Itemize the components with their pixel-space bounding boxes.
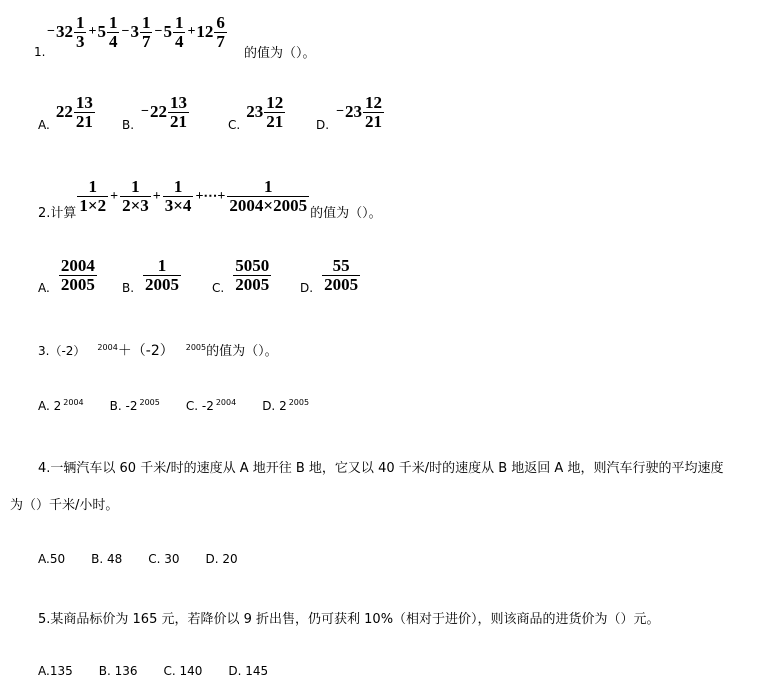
q3-option — [110, 399, 160, 413]
q1-number: 1. — [34, 45, 46, 59]
q3-option-base: 2 — [53, 399, 62, 413]
q2-operator: +⋯+ — [195, 189, 226, 204]
q3-option-base: -2 — [201, 399, 214, 413]
q2-option-fraction-numerator: 5050 — [235, 255, 270, 275]
q1-term-whole: 3 — [130, 22, 139, 42]
q1-term-sign: − — [154, 24, 163, 40]
q3-option-base: 2 — [279, 399, 287, 413]
q2-option-fraction-denominator: 2005 — [324, 274, 359, 294]
q3-option — [38, 399, 84, 413]
q1-term-fraction — [214, 14, 227, 51]
q4-options — [38, 552, 264, 566]
q5-text: 5.某商品标价为 165 元，若降价以 9 折出售，仍可获利 10%（相对于进价），则该商品的进货价为（）元。 — [38, 612, 660, 627]
q2-option-label: C. — [212, 281, 225, 295]
q2-term-fraction — [120, 178, 151, 215]
q2-option-fraction-denominator: 2005 — [60, 274, 95, 294]
q2-term-fraction-numerator: 1 — [131, 177, 140, 197]
q1-term-fraction-denominator: 3 — [75, 31, 85, 51]
q4-option: B. 48 — [91, 552, 123, 566]
q1-option-c — [228, 92, 286, 132]
q3-plus: ＋（-2） — [117, 343, 174, 359]
q1-term-fraction-numerator: 1 — [174, 13, 184, 32]
q1-term-fraction — [140, 14, 153, 51]
q2-option-fraction-numerator: 2004 — [60, 255, 95, 275]
q1-term-whole: 5 — [97, 22, 106, 42]
q2-option-fraction-denominator: 2005 — [145, 274, 180, 294]
q2-term-fraction-denominator: 1×2 — [79, 196, 107, 215]
q3-option — [262, 399, 309, 413]
q1-option-whole: 22 — [150, 102, 168, 121]
q2-option-c — [212, 255, 272, 295]
q3-option-label: A. — [38, 399, 54, 413]
q2-option-fraction — [233, 257, 271, 294]
q1-term-fraction-denominator: 7 — [216, 31, 225, 51]
q3-option-label: D. — [262, 399, 280, 413]
q3-option-label: B. — [109, 399, 126, 413]
q1-term-whole: 32 — [55, 22, 73, 42]
q1-option-fraction-numerator: 13 — [75, 92, 93, 112]
q3-line — [38, 340, 278, 360]
q1-option-fraction-denominator: 21 — [365, 111, 383, 131]
q2-option-b — [122, 255, 182, 295]
q1-option-b — [122, 92, 190, 132]
q1-option-sign: − — [336, 104, 345, 119]
q5-option: D. 145 — [228, 664, 269, 678]
q3-option-base: -2 — [125, 399, 138, 413]
q1-term-fraction-numerator: 6 — [216, 13, 225, 32]
q1-term-fraction-numerator: 1 — [141, 13, 151, 32]
q1-term-fraction — [74, 14, 87, 51]
q1-term-whole: 5 — [163, 22, 172, 42]
q1-suffix: 的值为（）。 — [244, 46, 316, 61]
q4-option: C. 30 — [148, 552, 180, 566]
q1-option-fraction — [363, 94, 384, 131]
q2-option-fraction-denominator: 2005 — [235, 274, 270, 294]
q1-term-sign: + — [88, 24, 97, 40]
q1-option-fraction-denominator: 21 — [170, 111, 188, 131]
q3-part1: 3.（-2） — [38, 344, 86, 358]
q2-option-a — [38, 255, 98, 295]
q1-term-fraction-denominator: 4 — [174, 31, 184, 51]
q2-option-label: A. — [38, 281, 50, 295]
q2-prefix: 2.计算 — [38, 206, 77, 221]
q3-option-exponent: 2005 — [288, 398, 310, 407]
q3-suffix: 的值为（）。 — [206, 344, 278, 359]
q2-option-fraction-numerator: 55 — [332, 255, 350, 275]
q4-option: D. 20 — [205, 552, 238, 566]
q4-option: A.50 — [38, 552, 66, 566]
q2-term-fraction-numerator: 1 — [264, 177, 273, 197]
q3-option-exponent: 2004 — [215, 398, 237, 407]
q2-option-label: B. — [122, 281, 135, 295]
q3-option — [186, 399, 236, 413]
q2-option-fraction-numerator: 1 — [157, 255, 167, 275]
q3-option-exponent: 2004 — [63, 398, 84, 407]
q2-suffix: 的值为（）。 — [310, 206, 382, 221]
q2-term-fraction — [227, 178, 309, 215]
q1-option-fraction — [168, 94, 189, 131]
q3-exp1: 2004 — [97, 343, 118, 352]
q2-operator: + — [110, 188, 119, 204]
q1-term-sign: + — [187, 24, 196, 40]
q1-option-a — [38, 92, 96, 132]
q1-option-label: D. — [316, 118, 330, 132]
q1-term-fraction-denominator: 4 — [108, 31, 118, 51]
q1-term-sign: − — [47, 24, 55, 40]
q1-option-whole: 23 — [246, 102, 264, 121]
q3-option-label: C. — [185, 399, 202, 413]
q1-option-label: C. — [228, 118, 241, 132]
q1-term-fraction-numerator: 1 — [75, 13, 85, 32]
q1-option-fraction-numerator: 13 — [170, 92, 188, 112]
q1-option-label: A. — [38, 118, 50, 132]
q1-term-fraction — [107, 14, 120, 51]
q2-term-fraction-denominator: 2004×2005 — [229, 196, 308, 215]
q2-term-fraction-numerator: 1 — [173, 177, 183, 197]
q2-operator: + — [152, 188, 161, 204]
q1-expression — [46, 14, 228, 51]
q5-option: A.135 — [38, 664, 73, 678]
q1-option-fraction-numerator: 12 — [365, 92, 383, 112]
q5-option: B. 136 — [98, 664, 138, 678]
q1-term-whole: 12 — [196, 22, 214, 42]
q2-line — [38, 172, 382, 221]
q5-options — [38, 664, 294, 678]
q1-option-whole: 22 — [55, 102, 73, 121]
q1-term-sign: − — [121, 24, 130, 40]
q1-option-whole: 23 — [345, 102, 363, 121]
q2-term-fraction — [77, 178, 108, 215]
q2-term-fraction-numerator: 1 — [88, 177, 97, 197]
q1-option-sign: − — [141, 104, 150, 119]
q1-option-label: B. — [122, 118, 135, 132]
q3-option-exponent: 2005 — [139, 398, 160, 407]
q1-term-fraction-numerator: 1 — [108, 13, 118, 32]
q1-option-fraction-denominator: 21 — [266, 111, 284, 131]
q4-line2: 为（）千米/小时。 — [10, 498, 119, 513]
q2-option-fraction — [59, 257, 97, 294]
q2-term-fraction-denominator: 2×3 — [122, 196, 149, 215]
q1-option-fraction-numerator: 12 — [266, 92, 284, 112]
q5-option: C. 140 — [163, 664, 203, 678]
q1-option-fraction-denominator: 21 — [75, 111, 93, 131]
q2-option-label: D. — [300, 281, 314, 295]
q2-option-d — [300, 255, 361, 295]
q2-option-fraction — [143, 257, 181, 294]
q1-term-fraction-denominator: 7 — [141, 31, 151, 51]
q3-options — [38, 398, 335, 413]
q2-expression — [76, 178, 310, 215]
q3-exp2: 2005 — [185, 343, 207, 352]
q1-option-fraction — [74, 94, 95, 131]
q2-option-fraction — [322, 257, 360, 294]
q1-term-fraction — [173, 14, 186, 51]
q4-line1: 4.一辆汽车以 60 千米/时的速度从 A 地开往 B 地，它又以 40 千米/时的速度从 B 地返回 A 地，则汽车行驶的平均速度 — [38, 461, 724, 476]
q1-option-fraction — [264, 94, 285, 131]
q2-term-fraction-denominator: 3×4 — [164, 196, 192, 215]
q1-option-d — [316, 92, 385, 132]
q2-term-fraction — [163, 178, 194, 215]
